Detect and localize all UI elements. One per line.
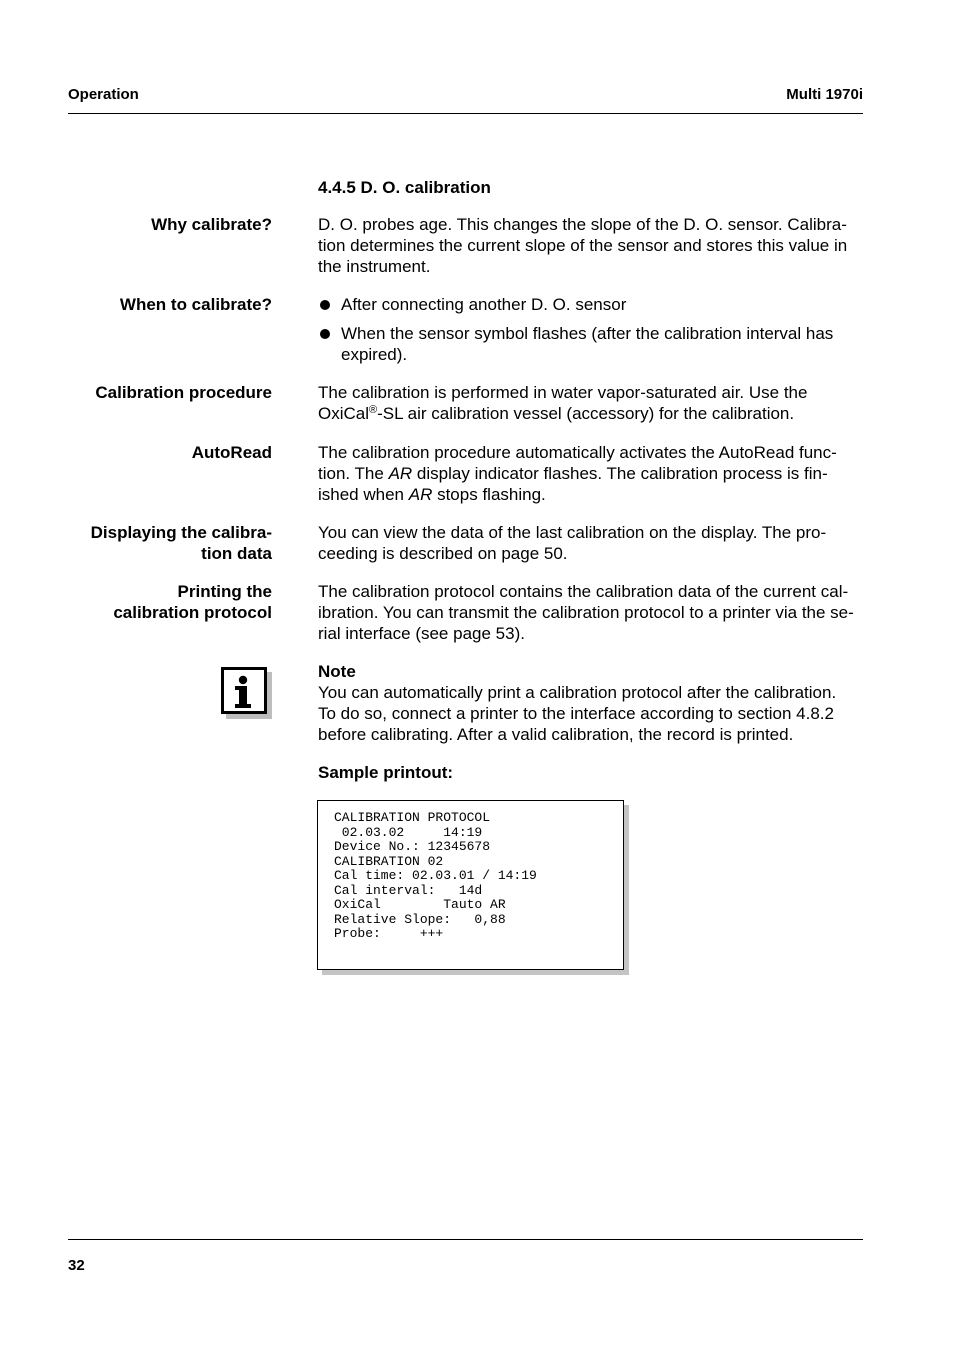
- label-line: calibration protocol: [113, 603, 272, 622]
- printing-protocol-text: [318, 581, 864, 644]
- sample-printout-title: Sample printout:: [318, 763, 454, 782]
- bullet-text: After connecting another D. O. sensor: [341, 295, 627, 314]
- text-line: rial interface (see page 53).: [318, 624, 525, 643]
- text-line: To do so, connect a printer to the interface according to section 4.8.2: [318, 704, 834, 723]
- page-number: 32: [68, 1257, 85, 1274]
- printout-line: OxiCal Tauto AR: [334, 897, 506, 912]
- text-fragment: stops flashing.: [432, 485, 546, 504]
- text-fragment: ished when: [318, 485, 409, 504]
- registered-mark: ®: [369, 404, 378, 416]
- text-line: The calibration protocol contains the calibration data of the current cal-: [318, 582, 849, 601]
- printout-line: Cal interval: 14d: [334, 882, 483, 898]
- text-line: ceeding is described on page 50.: [318, 544, 568, 563]
- section-title: 4.4.5 D. O. calibration: [318, 178, 491, 197]
- text-line: [318, 463, 864, 484]
- text-line: You can automatically print a calibration protocol after the calibration.: [318, 683, 837, 702]
- label-line: Displaying the calibra-: [90, 523, 272, 542]
- displaying-calibration-label: [68, 522, 272, 564]
- header-rule: [68, 113, 863, 114]
- why-calibrate-label: Why calibrate?: [151, 215, 272, 234]
- displaying-calibration-text: [318, 522, 864, 564]
- ar-indicator-text: AR: [408, 485, 433, 504]
- text-line: D. O. probes age. This changes the slope of the D. O. sensor. Calibra-: [318, 215, 847, 234]
- info-icon: [221, 667, 272, 719]
- text-line: [318, 484, 864, 505]
- calibration-procedure-label: Calibration procedure: [95, 383, 272, 402]
- label-line: tion data: [201, 544, 272, 563]
- text-fragment: display indicator flashes. The calibration process is fin-: [412, 464, 828, 483]
- printout-line: Cal time: 02.03.01 / 14:19: [334, 868, 537, 883]
- autoread-label: AutoRead: [191, 443, 272, 462]
- text-line: tion determines the current slope of the sensor and stores this value in: [318, 236, 848, 255]
- why-calibrate-text: [318, 214, 864, 277]
- text-fragment: -SL air calibration vessel (accessory) for the calibration.: [377, 404, 795, 423]
- text-line: ibration. You can transmit the calibration protocol to a printer via the se-: [318, 603, 854, 622]
- text-line: The calibration is performed in water vapor-saturated air. Use the: [318, 383, 808, 402]
- label-line: Printing the: [177, 582, 272, 601]
- note-block: [318, 661, 864, 745]
- bullet-icon: [320, 329, 330, 339]
- when-calibrate-label: When to calibrate?: [119, 295, 272, 314]
- bullet-text: When the sensor symbol flashes (after the calibration interval has: [341, 324, 834, 343]
- sample-printout-box: [317, 800, 624, 970]
- printout-line: Relative Slope: 0,88: [334, 911, 506, 927]
- calibration-procedure-text: [318, 382, 864, 424]
- oxical-word: OxiCal: [318, 404, 370, 423]
- text-line: [318, 403, 864, 424]
- printout-text: [334, 811, 537, 942]
- bullet-item: [318, 323, 864, 365]
- text-line: before calibrating. After a valid calibration, the record is printed.: [318, 725, 794, 744]
- footer-rule: [68, 1239, 863, 1240]
- bullet-text: expired).: [341, 345, 408, 364]
- autoread-text: [318, 442, 864, 505]
- header-section-name: Operation: [68, 86, 139, 103]
- printout-line: Probe: +++: [334, 926, 444, 941]
- text-line: You can view the data of the last calibration on the display. The pro-: [318, 523, 827, 542]
- bullet-icon: [320, 300, 330, 310]
- printout-line: 02.03.02 14:19: [334, 824, 483, 840]
- ar-indicator-text: AR: [388, 464, 413, 483]
- text-line: The calibration procedure automatically activates the AutoRead func-: [318, 443, 837, 462]
- text-line: the instrument.: [318, 257, 431, 276]
- bullet-item: [318, 294, 864, 315]
- printout-line: Device No.: 12345678: [334, 839, 491, 854]
- header-product-name: Multi 1970i: [786, 86, 863, 103]
- printout-line: CALIBRATION PROTOCOL: [334, 810, 491, 825]
- printing-protocol-label: [68, 581, 272, 623]
- printout-line: CALIBRATION 02: [334, 853, 444, 869]
- note-title: Note: [318, 662, 356, 681]
- text-fragment: tion. The: [318, 464, 389, 483]
